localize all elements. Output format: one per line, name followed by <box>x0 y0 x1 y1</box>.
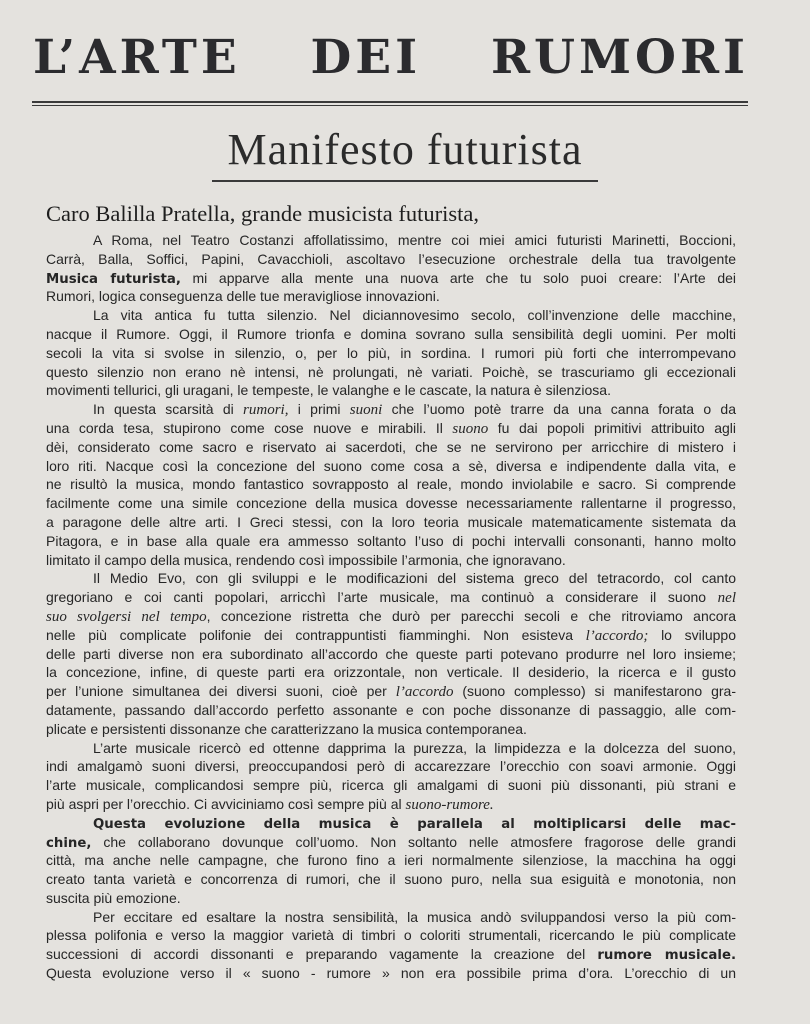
text-line <box>46 926 736 945</box>
text-line <box>46 457 736 476</box>
text-line <box>46 494 736 513</box>
divider <box>212 180 598 182</box>
text-run: movimenti tellurici, gli uragani, le tempeste, le valanghe e le cascate, la natura è silenziosa. <box>46 382 611 399</box>
text-line <box>46 607 736 626</box>
text-line <box>46 513 736 532</box>
text-run: indi amalgamò suoni diversi, preoccupandosi però di accarezzare l’orecchio con soavi armonie. Oggi <box>46 758 736 775</box>
text-run: mi apparve alla mente una nuova arte che tu solo puoi creare: l’Arte dei <box>180 269 737 286</box>
text-line <box>46 851 736 870</box>
text-run: Carrà, Balla, Soffici, Papini, Cavacchioli, ascoltavo l’esecuzione orchestrale della tua travolgente <box>46 250 736 267</box>
text-line <box>46 419 736 438</box>
title-word: DEI <box>310 30 422 85</box>
text-line <box>46 250 736 269</box>
text-line <box>46 776 736 795</box>
italic-text: suo svolgersi nel tempo <box>46 608 207 625</box>
manifesto-body <box>46 231 736 983</box>
title-word: L’ARTE <box>33 30 241 85</box>
text-run: nelle più complicate polifonie dei contrappuntisti fiamminghi. Non esisteva <box>46 626 586 643</box>
text-line <box>46 438 736 457</box>
text-line <box>46 814 736 833</box>
subtitle: Manifesto futurista <box>227 125 583 174</box>
text-line <box>46 269 736 288</box>
italic-text: rumori, <box>243 402 289 419</box>
text-line <box>46 701 736 720</box>
text-line <box>46 682 736 701</box>
text-run: In questa scarsità di <box>93 401 244 418</box>
text-run: a paragone delle altre arti. I Greci stessi, con la loro teoria musicale matematicamente sistemata da <box>46 513 736 530</box>
divider <box>32 105 748 106</box>
text-run: che collaborano dovunque coll’uomo. Non soltanto nelle atmosfere fragorose delle grandi <box>91 833 736 850</box>
text-run: Per eccitare ed esaltare la nostra sensibilità, la musica andò sviluppandosi verso la più com- <box>93 908 736 925</box>
text-line <box>46 795 736 814</box>
masthead-title <box>33 30 749 85</box>
text-run: plicate e persistenti dissonanze che caratterizzano la musica contemporanea. <box>46 720 527 737</box>
salutation: Caro Balilla Pratella, grande musicista futurista, <box>46 201 480 226</box>
text-line <box>46 720 736 739</box>
text-run: Rumori, logica conseguenza delle tue meravigliose innovazioni. <box>46 288 440 305</box>
text-run: suscita più emozione. <box>46 889 181 906</box>
text-line <box>46 739 736 758</box>
text-line <box>46 889 736 908</box>
bold-text: Questa evoluzione della musica è parallela al moltiplicarsi delle mac- <box>93 816 736 832</box>
text-line <box>46 945 736 964</box>
text-run: limitato il campo della musica, rendendo così impossibile l’armonia, che ignoravano. <box>46 551 566 568</box>
italic-text: l’accordo; <box>585 627 649 644</box>
text-line <box>46 645 736 664</box>
italic-text: nel <box>717 590 736 607</box>
text-run: ne risultò la musica, mondo fantastico sovrapposto al reale, mondo inviolabile e sacro. Si comprende <box>46 476 736 493</box>
text-run: successioni di accordi dissonanti e preparando vagamente la creazione del <box>46 946 598 963</box>
text-line <box>46 551 736 570</box>
text-run: datamente, passando dall’accordo perfetto assonante e con poche dissonanze di passaggio, alle com- <box>46 701 736 718</box>
text-run: creato tanta varietà e concorrenza di rumori, che il suono puro, nella sua esiguità e monotonia, non <box>46 871 736 888</box>
text-run: nacque il Rumore. Oggi, il Rumore trionfa e domina sovrano sulla sensibilità degli uomini. Per molti <box>46 325 736 342</box>
text-line <box>46 964 736 983</box>
text-run: che l’uomo potè trarre da una canna forata o da <box>382 401 736 418</box>
text-line <box>46 287 736 306</box>
text-run: La vita antica fu tutta silenzio. Nel diciannovesimo secolo, coll’invenzione delle macchine, <box>93 307 736 324</box>
text-run: Questa evoluzione verso il « suono - rumore » non era possibile prima d’ora. L’orecchio di un <box>46 965 736 982</box>
text-run: delle parti diverse non era subordinato all’accordo che queste parti potevano produrre nel loro insieme; <box>46 645 736 662</box>
text-line <box>46 400 736 419</box>
text-run: Il Medio Evo, con gli sviluppi e le modificazioni del sistema greco del tetracordo, col canto <box>93 570 736 587</box>
italic-text: suoni <box>349 402 383 419</box>
text-line <box>46 833 736 852</box>
text-run: lo sviluppo <box>648 626 736 643</box>
divider <box>32 101 748 103</box>
text-line <box>46 231 736 250</box>
text-line <box>46 306 736 325</box>
text-run: per l’unione simultanea dei diversi suoni, cioè per <box>46 683 396 700</box>
text-line <box>46 663 736 682</box>
italic-text: l’accordo <box>395 684 454 701</box>
italic-text: suono <box>452 420 489 437</box>
bold-text: chine, <box>46 835 92 851</box>
text-run: A Roma, nel Teatro Costanzi affollatissimo, mentre coi miei amici futuristi Marinetti, Boccioni, <box>93 232 736 248</box>
text-run: facilmente come una simile concezione della musica dovesse necessariamente rallentarne il progresso, <box>46 495 736 512</box>
text-run: gregoriano e coi canti popolari, arricchì l’arte musicale, ma continuò a considerare il suono <box>46 589 718 606</box>
bold-text: rumore musicale. <box>597 948 737 964</box>
text-run: loro riti. Nacque così la concezione del suono come cosa a sè, diversa e indipendente dalla vita, e <box>46 457 736 474</box>
text-line <box>46 475 736 494</box>
text-run: la concezione, infine, di queste parti era orizzontale, non verticale. Il desiderio, la ricerca e il gusto <box>46 664 736 681</box>
text-run: l’arte musicale, complicandosi sempre più, ricerca gli amalgami di suoni più dissonanti, più strani e <box>46 777 736 794</box>
text-line <box>46 569 736 588</box>
text-run: secoli la vita si svolse in silenzio, o, per lo più, in sordina. I rumori più forti che interrompevano <box>46 344 736 361</box>
text-line <box>46 626 736 645</box>
text-line <box>46 908 736 927</box>
bold-text: Musica futurista, <box>46 271 181 287</box>
text-line <box>46 381 736 400</box>
text-run: plessa polifonia e verso la maggior varietà di timbri o coloriti strumentali, ricercando le più complicate <box>46 927 736 944</box>
italic-text: suono-rumore. <box>405 796 494 813</box>
text-line <box>46 757 736 776</box>
text-run: questo silenzio non erano nè intensi, nè prolungati, nè variati. Poichè, se trascuriamo gli eccezionali <box>46 363 736 380</box>
text-line <box>46 325 736 344</box>
text-run: fu dai popoli primitivi attribuito agli <box>488 419 736 436</box>
text-run: dèi, considerato come sacro e riservato ai sacerdoti, che se ne servirono per arricchire di mistero i <box>46 438 736 455</box>
text-line <box>46 532 736 551</box>
text-line <box>46 344 736 363</box>
text-line <box>46 363 736 382</box>
text-run: città, ma anche nelle campagne, che furono fino a ieri normalmente silenziose, la macchina ha oggi <box>46 852 736 869</box>
text-run: (suono complesso) si manifestarono gra- <box>453 683 737 700</box>
title-word: RUMORI <box>490 30 749 85</box>
text-line <box>46 588 736 607</box>
text-run: più aspri per l’orecchio. Ci avviciniamo così sempre più al <box>46 795 406 812</box>
text-run: i primi <box>288 401 350 418</box>
text-run: , concezione ristretta che durò per parecchi secoli e che ritroviamo ancora <box>206 607 736 624</box>
text-line <box>46 870 736 889</box>
text-run: una corda tesa, stupirono come cose nuove e mirabili. Il <box>46 419 453 436</box>
text-run: L’arte musicale ricercò ed ottenne dapprima la purezza, la limpidezza e la dolcezza del suono, <box>93 739 736 756</box>
text-run: Pitagora, e in base alla quale era ammesso soltanto l’uso di pochi intervalli consonanti, hanno molto <box>46 532 736 549</box>
